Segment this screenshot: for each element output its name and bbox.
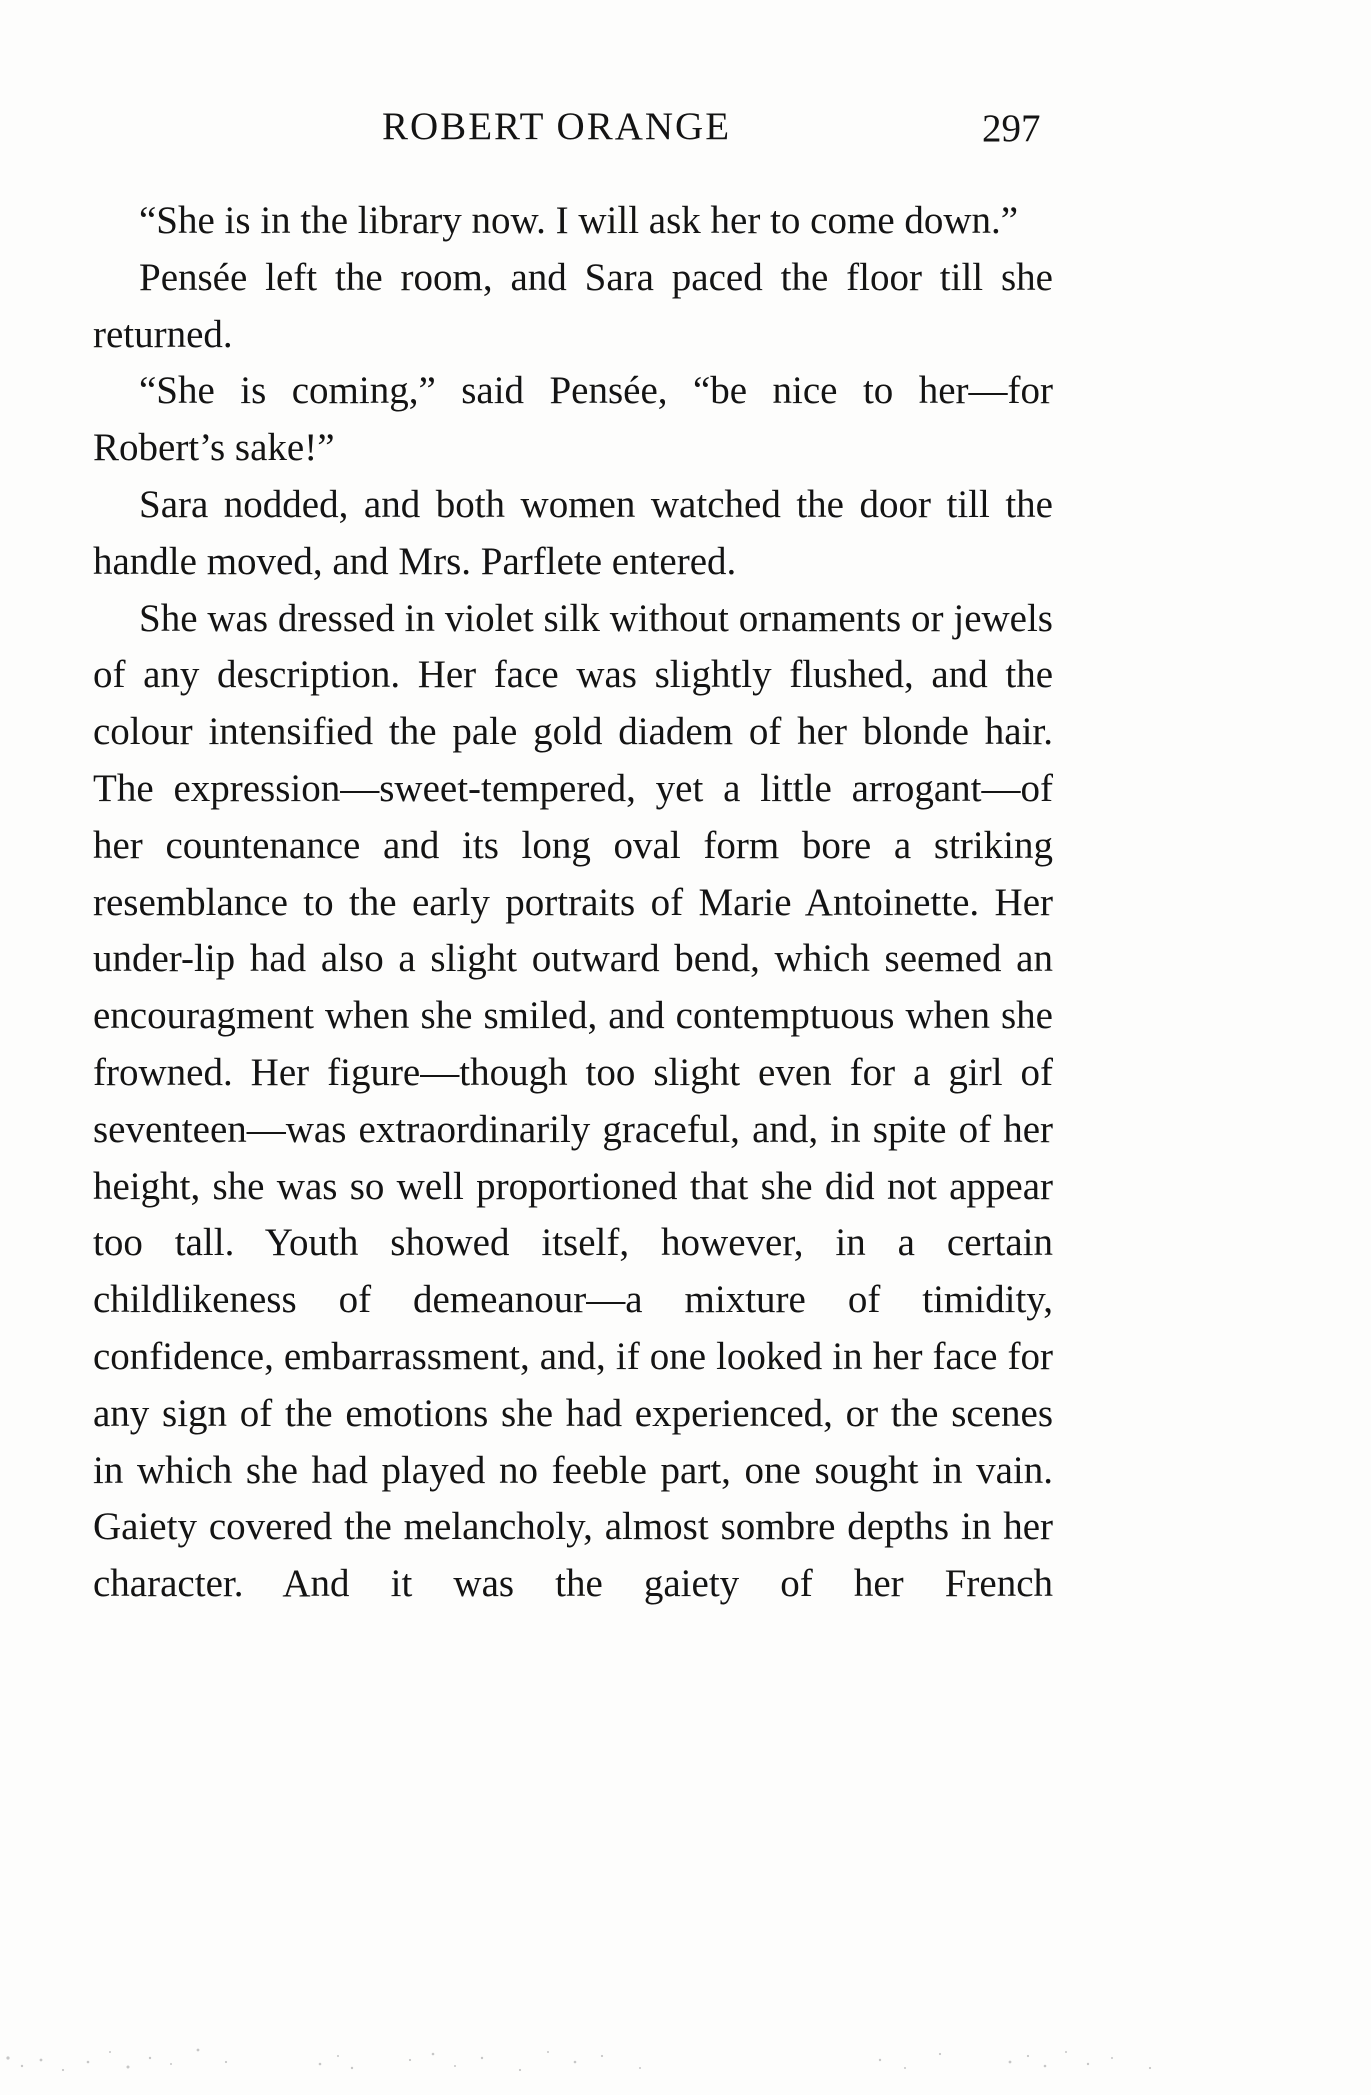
body-text xyxy=(93,193,1053,1613)
scan-speckle-decoration xyxy=(0,2040,1371,2095)
paragraph: She was dressed in violet silk without ornaments or jewels of any description. Her face was slightly flushed, and the colour intensified the pale gold diadem of her blonde hair. The expression—sweet-tempered, yet a little arrogant—of her countenance and its long oval form bore a striking resemblance to the early portraits of Marie Antoinette. Her under-lip had also a slight outward bend, which seemed an encouragment when she smiled, and contemptuous when she frowned. Her figure—though too slight even for a girl of seventeen—was extraordinarily graceful, and, in spite of her height, she was so well proportioned that she did not appear too tall. Youth showed itself, however, in a certain childlikeness of demeanour—a mixture of timidity, confidence, embarrassment, and, if one looked in her face for any sign of the emotions she had experienced, or the scenes in which she had played no feeble part, one sought in vain. Gaiety covered the melancholy, almost sombre depths in her character. And it was the gaiety of her French xyxy=(93,596,1053,1606)
page-number: 297 xyxy=(982,107,1041,150)
paragraph: “She is coming,” said Pensée, “be nice to her—for Robert’s sake!” xyxy=(93,369,1053,470)
paragraph: Pensée left the room, and Sara paced the floor till she returned. xyxy=(93,255,1053,356)
running-head xyxy=(0,103,1371,151)
running-head-title: ROBERT ORANGE xyxy=(382,105,732,148)
paragraph: “She is in the library now. I will ask her to come down.” xyxy=(139,199,1019,242)
paragraph: Sara nodded, and both women watched the door till the handle moved, and Mrs. Parflete entered. xyxy=(93,482,1053,583)
